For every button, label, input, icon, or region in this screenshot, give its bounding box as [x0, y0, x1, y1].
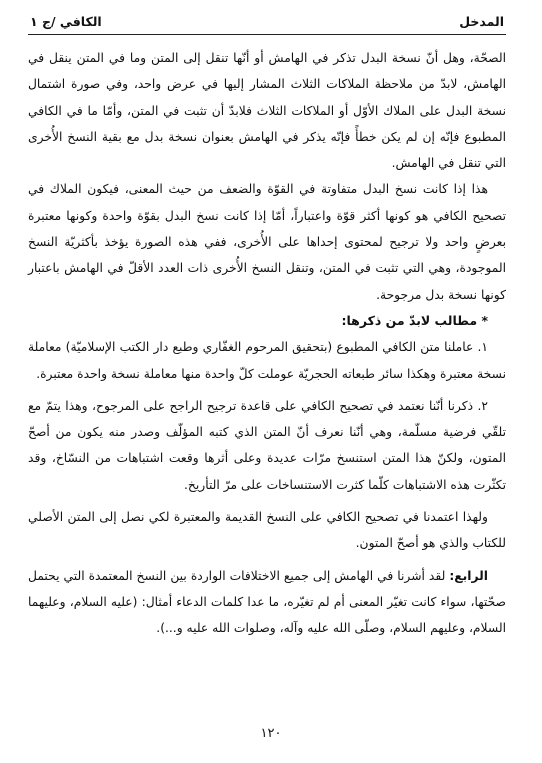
- header-book-volume: الكافي /ج ١: [30, 14, 102, 29]
- list-item-1: ١. عاملنا متن الكافي المطبوع (بتحقيق المرحوم الغفّاري وطبع دار الكتب الإسلاميّة) معاملة نسخة معتبرة وهكذا سائر طبعاته الحجريّة عوملت كلّ واحدة منها معاملة نسخة واحدة معتبرة.: [28, 340, 506, 381]
- paragraph-4-text: لقد أشرنا في الهامش إلى جميع الاختلافات الواردة بين النسخ المعتمدة التي يحتمل صحّتها، سواء كانت تغيّر المعنى أم لم تغيّره، ما عدا كلمات الدعاء أمثال: (عليه السلام، وعليهما السلام، وعليهم السلام، وصلّى الله عليه وآله، وصلوات الله عليه و...).: [28, 568, 506, 636]
- list-item-2: ٢. ذكرنا أنّنا نعتمد في تصحيح الكافي على قاعدة ترجيح الراجح على المرجوح، وهذا يتمّ مع تلقّي فرضية مسلّمة، وهي أنّنا نعرف أنّ المتن الذي كتبه المؤلّف وصدر منه يكون من أصحّ المتون، ولكنّ هذا المتن استنسخ مرّات عديدة وعلى أثرها وقعت اشتباهات من النسّاخ، وقد تكثّرت هذه الاشتباهات كلّما كثرت الاستنساخات على مرّ التأريخ.: [28, 398, 506, 492]
- section-heading: [28, 308, 506, 334]
- page-body: [28, 45, 506, 642]
- page-number: ١٢٠: [260, 726, 282, 741]
- paragraph-4-lead: الرابع:: [449, 568, 488, 583]
- running-header: [28, 14, 506, 35]
- paragraph-2: هذا إذا كانت نسخ البدل متفاوتة في القوّة والضعف من حيث المعنى، فيكون الملاك في تصحيح الكافي هو كونها أكثر قوّة واعتباراً، أمّا إذا كانت نسخ البدل بقوّة واحدة وكونها معتبرة بعرضٍ واحد ولا ترجيح لمحتوى إحداها على الأُخرى، ففي هذه الصورة يؤخذ بأكثريّة النسخ الموجودة، وهي التي تثبت في المتن، وتنقل النسخ الأُخرى ذات العدد الأقلّ في الهامش باعتبار كونها نسخة بدل مرجوحة.: [28, 182, 506, 302]
- section-heading-text: مطالب لابدّ من ذكرها:: [341, 312, 478, 328]
- star-bullet-icon: *: [481, 312, 488, 328]
- paragraph-1: الصحّة، وهل أنّ نسخة البدل تذكر في الهامش أو أنّها تنقل إلى المتن وما في المتن ينقل في الهامش، لابدّ من ملاحظة الملاكات الثلاث المشار إليها في عرض واحد، وفي صورة اشتمال نسخة البدل على الملاك الأوّل أو الملاكات الثلاث فلابدّ أن تثبت في المتن، وأمّا ما في الكافي المطبوع فإنّه إن لم يكن خطأً فإنّه يذكر في الهامش بعنوان نسخة بدل مع بقية النسخ الأُخرى التي تنقل في الهامش.: [28, 51, 506, 171]
- paragraph-3: ولهذا اعتمدنا في تصحيح الكافي على النسخ القديمة والمعتبرة لكي نصل إلى المتن الأصلي للكتاب والذي هو أصحّ المتون.: [28, 510, 506, 551]
- header-section-title: المدخل: [459, 14, 504, 29]
- paragraph-4: [28, 563, 506, 642]
